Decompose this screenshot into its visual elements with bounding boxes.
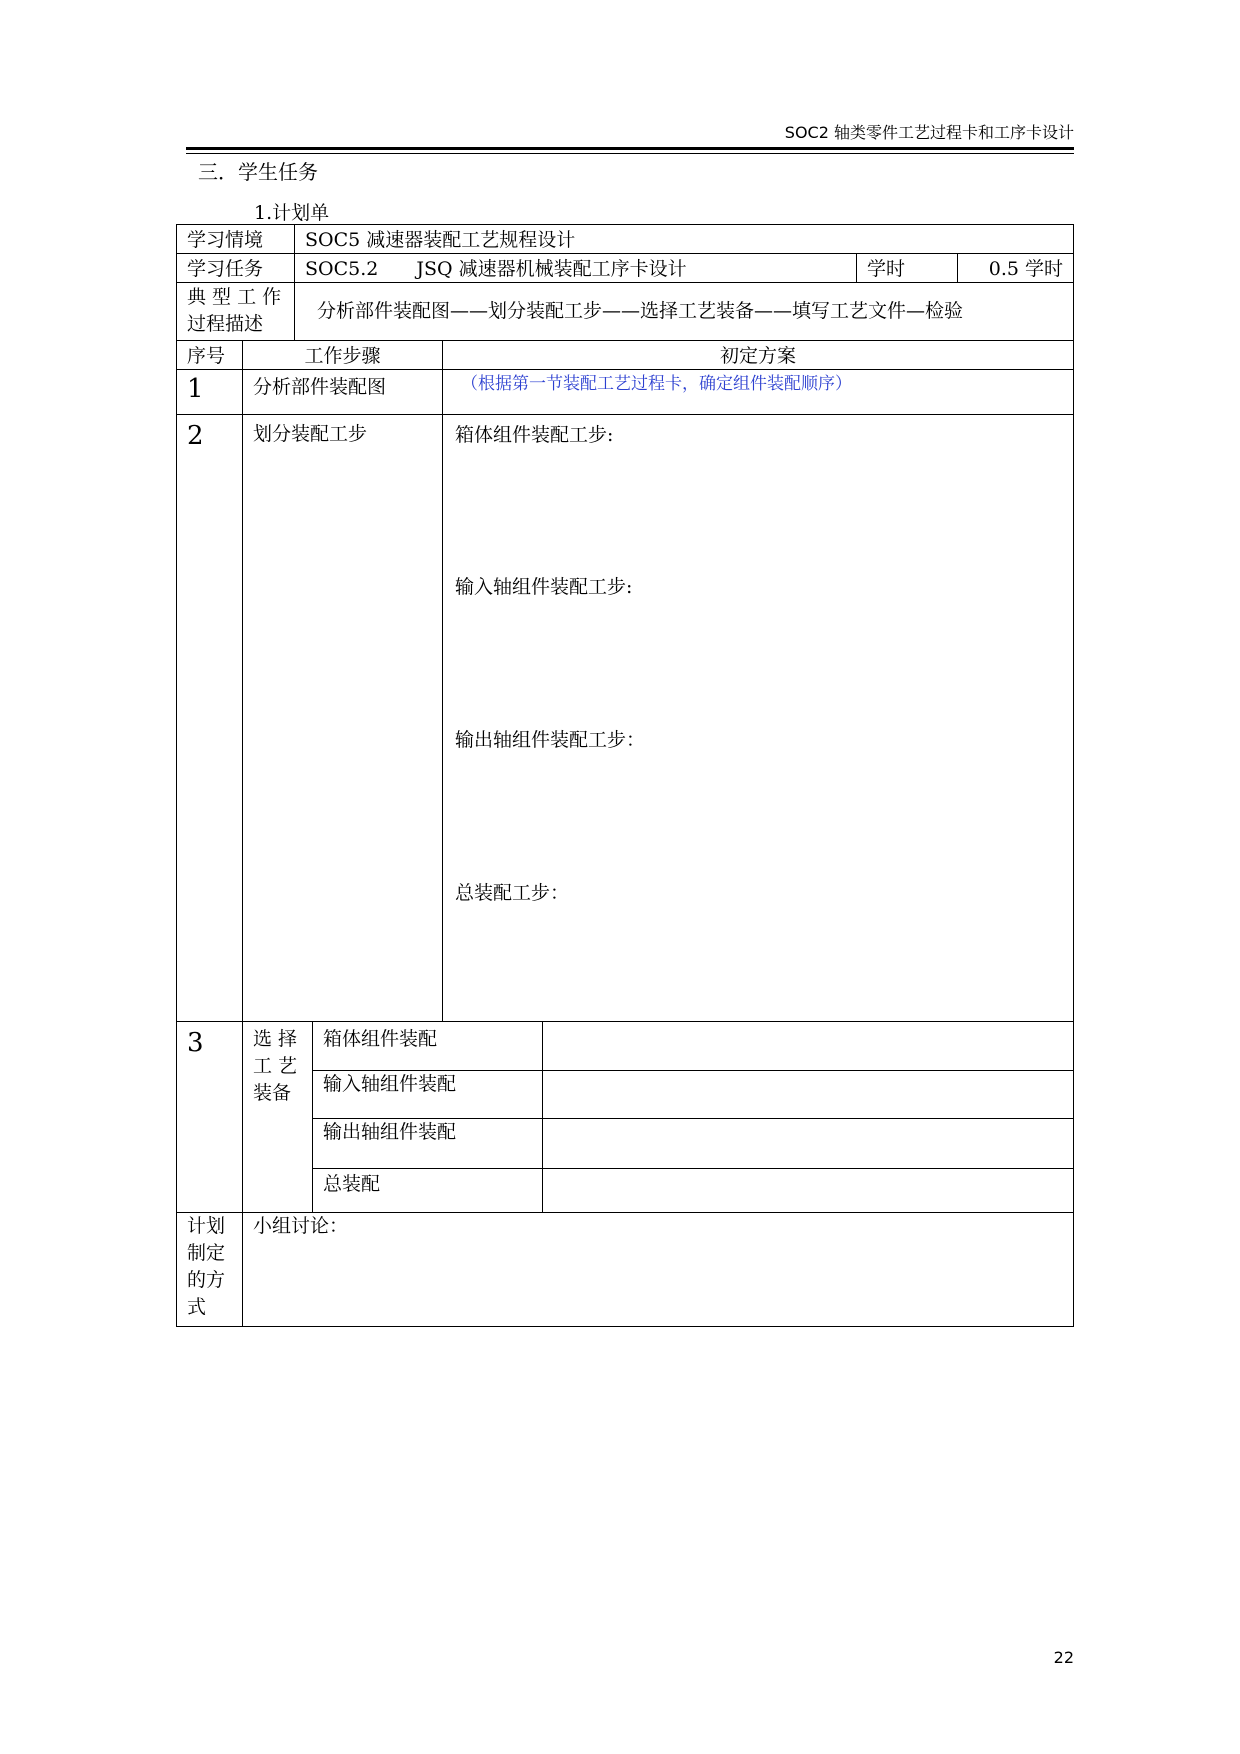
scenario-label: 学习情境 [187, 229, 264, 251]
row3-answer-input [543, 1071, 1074, 1119]
header-rule-thick [186, 147, 1074, 150]
row2-item-housing: 箱体组件装配工步: [455, 424, 614, 446]
row2-item-final: 总装配工步： [455, 882, 570, 904]
header-plan: 初定方案 [719, 345, 796, 367]
task-label: 学习任务 [187, 258, 264, 280]
row3-step-line3: 装备 [253, 1082, 292, 1104]
scenario-value: SOC5 减速器装配工艺规程设计 [305, 229, 576, 251]
row3-item-output: 输出轴组件装配 [323, 1121, 457, 1143]
header-step-cell [243, 341, 443, 370]
method-label-cell [176, 1213, 243, 1327]
hours-value-cell [958, 254, 1074, 283]
task-label-cell [176, 254, 295, 283]
scenario-value-cell [295, 224, 1074, 254]
row3-answer-output [543, 1119, 1074, 1169]
row3-item-input-cell [313, 1071, 543, 1119]
method-label-line4: 式 [187, 1296, 207, 1318]
row3-answer-housing [543, 1022, 1074, 1071]
row3-item-final-cell [313, 1169, 543, 1213]
header-no: 序号 [187, 345, 226, 367]
hours-value: 0.5 学时 [988, 258, 1063, 280]
row3-step-line1: 选 择 [253, 1028, 298, 1050]
method-label-line2: 制定 [187, 1242, 226, 1264]
row1-no-cell [176, 370, 243, 415]
method-label-line3: 的方 [187, 1269, 226, 1291]
page-number: 22 [1053, 1648, 1074, 1667]
scenario-label-cell [176, 224, 295, 254]
process-label-cell [176, 283, 295, 341]
row1-step-cell [243, 370, 443, 415]
running-header: SOC2 轴类零件工艺过程卡和工序卡设计 [784, 123, 1074, 142]
row3-item-output-cell [313, 1119, 543, 1169]
process-label-line2: 过程描述 [187, 313, 264, 335]
row3-no: 3 [187, 1028, 204, 1058]
row1-no: 1 [187, 374, 204, 404]
row3-step-cell [243, 1022, 313, 1213]
section-subtitle: 1.计划单 [254, 202, 330, 224]
row1-note: （根据第一节装配工艺过程卡，确定组件装配顺序） [461, 374, 852, 394]
row2-item-output-shaft: 输出轴组件装配工步： [455, 729, 646, 751]
row2-step: 划分装配工步 [253, 423, 368, 445]
process-label-line1: 典 型 工 作 [187, 286, 282, 308]
row1-step: 分析部件装配图 [253, 376, 387, 398]
header-rule-thin [186, 153, 1074, 154]
row3-step-line2: 工 艺 [253, 1055, 298, 1077]
row2-plan-cell [443, 415, 1074, 1022]
row1-plan-cell [443, 370, 1074, 415]
row3-item-final: 总装配 [323, 1173, 381, 1195]
process-value-cell [295, 283, 1074, 341]
row2-no-cell [176, 415, 243, 1022]
method-label-line1: 计划 [187, 1215, 226, 1237]
row3-item-housing: 箱体组件装配 [323, 1028, 438, 1050]
row3-item-housing-cell [313, 1022, 543, 1071]
hours-label-cell [857, 254, 958, 283]
header-plan-cell [443, 341, 1074, 370]
row2-step-cell [243, 415, 443, 1022]
row3-item-input: 输入轴组件装配 [323, 1073, 457, 1095]
task-value-cell [295, 254, 857, 283]
section-title: 三．学生任务 [198, 160, 318, 184]
task-value: SOC5.2 JSQ 减速器机械装配工序卡设计 [305, 258, 687, 280]
row2-no: 2 [187, 421, 204, 451]
method-value-cell [243, 1213, 1074, 1327]
method-value: 小组讨论： [253, 1215, 349, 1237]
hours-label: 学时 [867, 258, 906, 280]
row3-answer-final [543, 1169, 1074, 1213]
header-step: 工作步骤 [304, 345, 381, 367]
header-no-cell [176, 341, 243, 370]
row3-no-cell [176, 1022, 243, 1213]
row2-item-input-shaft: 输入轴组件装配工步: [455, 576, 633, 598]
process-value: 分析部件装配图——划分装配工步——选择工艺装备——填写工艺文件—检验 [317, 300, 964, 322]
